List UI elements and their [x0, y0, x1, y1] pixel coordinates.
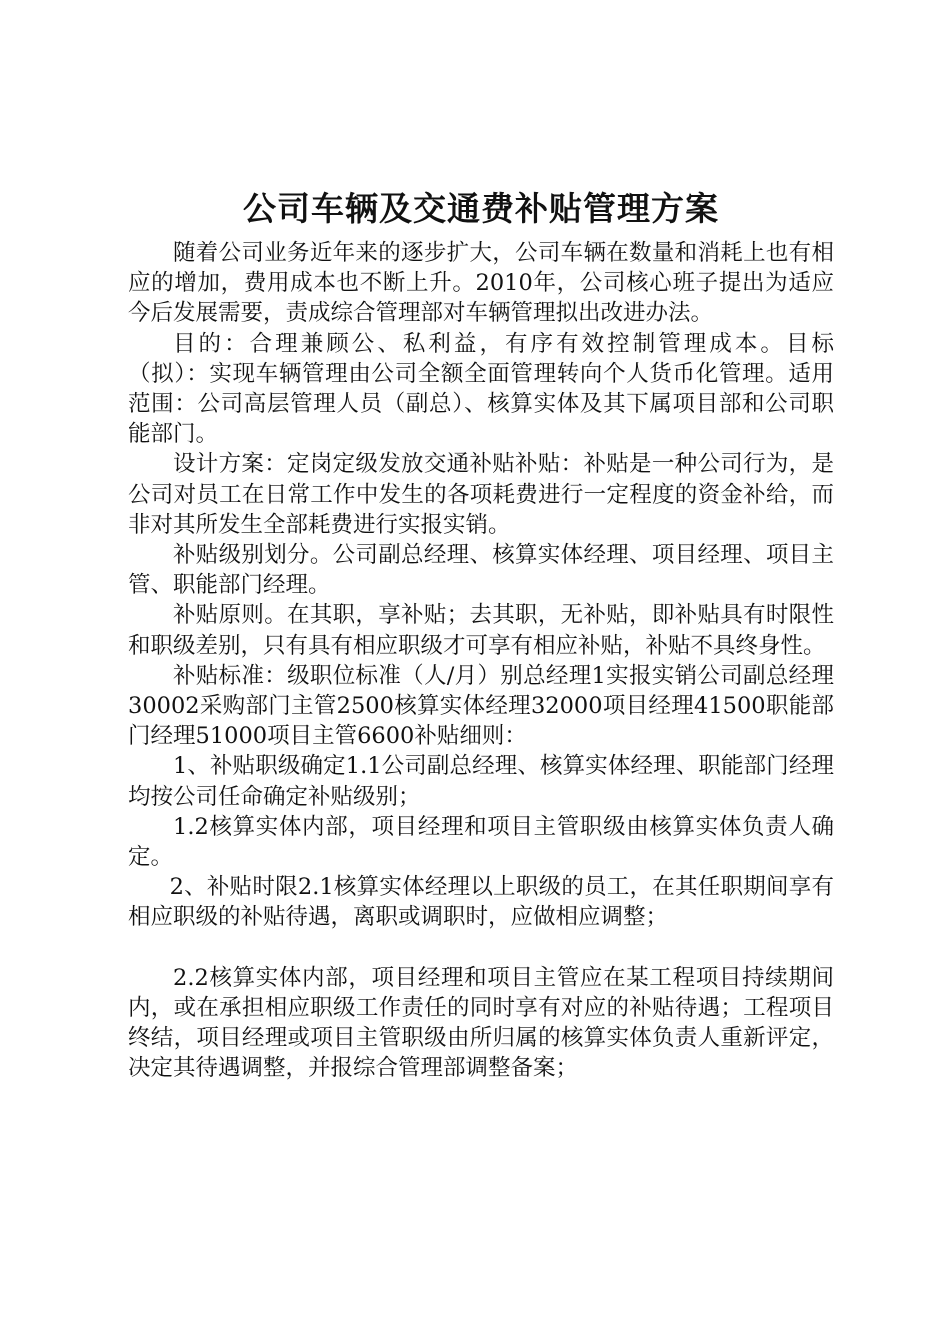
paragraph-rule-2: 2、补贴时限2.1核算实体经理以上职级的员工，在其任职期间享有相应职级的补贴待遇，离职或调职时，应做相应调整； — [128, 874, 834, 931]
document-title: 公司车辆及交通费补贴管理方案 — [243, 189, 719, 228]
paragraph-rule-1-2: 1.2核算实体内部，项目经理和项目主管职级由核算实体负责人确定。 — [128, 813, 834, 871]
paragraph-rule-1: 1、补贴职级确定1.1公司副总经理、核算实体经理、职能部门经理均按公司任命确定补贴级别； — [128, 753, 834, 810]
document-page — [128, 180, 834, 1083]
paragraph-standard: 补贴标准：级职位标准（人/月）别总经理1实报实销公司副总经理30002采购部门主管2500核算实体经理32000项目经理41500职能部门经理51000项目主管6600补贴细则： — [128, 662, 834, 750]
paragraph-intro: 随着公司业务近年来的逐步扩大，公司车辆在数量和消耗上也有相应的增加，费用成本也不断上升。2010年，公司核心班子提出为适应今后发展需要，责成综合管理部对车辆管理拟出改进办法。 — [128, 240, 834, 327]
paragraph-levels: 补贴级别划分。公司副总经理、核算实体经理、项目经理、项目主管、职能部门经理。 — [128, 542, 834, 599]
paragraph-design: 设计方案：定岗定级发放交通补贴补贴：补贴是一种公司行为，是公司对员工在日常工作中发生的各项耗费进行一定程度的资金补给，而非对其所发生全部耗费进行实报实销。 — [128, 451, 834, 538]
paragraph-rule-2-2: 2.2核算实体内部，项目经理和项目主管应在某工程项目持续期间内，或在承担相应职级工作责任的同时享有对应的补贴待遇；工程项目终结，项目经理或项目主管职级由所归属的核算实体负责人重新评定，决定其待遇调整，并报综合管理部调整备案； — [128, 964, 834, 1082]
paragraph-purpose: 目的：合理兼顾公、私利益，有序有效控制管理成本。目标（拟）：实现车辆管理由公司全额全面管理转向个人货币化管理。适用范围：公司高层管理人员（副总）、核算实体及其下属项目部和公司职能部门。 — [128, 330, 834, 448]
paragraph-principle: 补贴原则。在其职，享补贴；去其职，无补贴，即补贴具有时限性和职级差别，只有具有相应职级才可享有相应补贴，补贴不具终身性。 — [128, 602, 834, 659]
paragraph-gap — [128, 933, 834, 963]
